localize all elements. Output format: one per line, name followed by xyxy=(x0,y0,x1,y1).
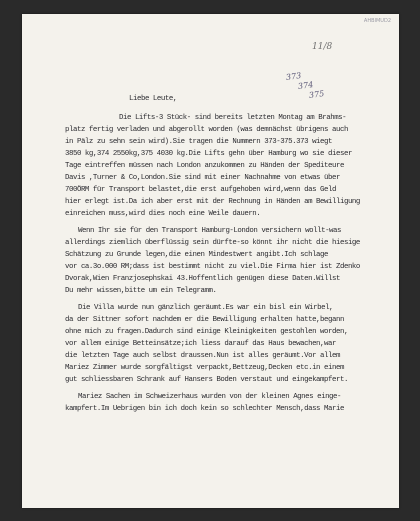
text-line: 700ÖRM für Transport belastet,die erst aufgehoben wird,wenn das Geld xyxy=(65,186,336,194)
text-line: Davis ,Turner & Co,London.Sie sind mit einer Nachnahme von etwas über xyxy=(65,174,340,182)
folio-number: 11/8 xyxy=(312,42,333,52)
text-line: Du mehr wissen,bitte um ein Telegramm. xyxy=(65,287,217,295)
letter-body xyxy=(22,14,399,508)
text-line: ohne mich zu fragen.Dadurch sind einige Kleinigkeiten gestohlen worden, xyxy=(65,328,348,336)
text-line: Schätzung zu Grunde legen,die einen Mindestwert angibt.Ich schlage xyxy=(65,251,329,259)
greeting: Liebe Leute, xyxy=(129,95,177,103)
text-line: Mariez Zimmer wurde sorgfältigst verpackt,Bettzeug,Decken etc.in einem xyxy=(65,364,344,372)
archive-pencil-mark: AHBIMUD2 xyxy=(363,18,391,24)
text-line: Die Villa wurde nun gänzlich geräumt.Es war ein bisl ein Wirbel, xyxy=(78,304,334,312)
text-line: Die Lifts-3 Stück- sind bereits letzten Montag am Brahms- xyxy=(119,114,347,122)
text-line: hier erlegt ist.Da ich aber erst mit der Rechnung in Händen am Bewilligung xyxy=(65,198,360,206)
handwritten-number-373: 373 xyxy=(285,70,302,83)
text-line: die letzten Tage auch selbst draussen.Nun ist alles geräumt.Vor allem xyxy=(65,352,340,360)
handwritten-number-375: 375 xyxy=(308,88,325,101)
text-line: kampfert.Im Uebrigen bin ich doch kein so schlechter Mensch,dass Marie xyxy=(65,405,344,413)
text-line: Wenn Ihr sie für den Transport Hamburg-London versichern wollt-was xyxy=(78,227,342,235)
text-line: vor allem einige Betteinsätze;ich liess darauf das Haus bewachen,war xyxy=(65,340,336,348)
text-line: Tage eintreffen müssen nach London anzukommen zu Händen der Spediteure xyxy=(65,162,344,170)
text-line: in Pälz zu sehn sein wird).Sie tragen die Nummern 373-375.373 wiegt xyxy=(65,138,333,146)
text-line: 3850 kg,374 2550kg,375 4030 kg.Die Lifts gehn über Hamburg wo sie dieser xyxy=(65,150,352,158)
text-line: vor ca.3o.000 RM;dass ist bestimmt nicht zu viel.Die Firma hier ist Zdenko xyxy=(65,263,360,271)
text-line: Dvorak,Wien Franzjosephskai 43.Hoffentlich genügen diese Daten.Willst xyxy=(65,275,340,283)
text-line: einreichen muss,wird dies noch eine Weile dauern. xyxy=(65,210,261,218)
text-line: platz fertig verladen und abgerollt worden (was demnächst übrigens auch xyxy=(65,126,348,134)
handwritten-number-374: 374 xyxy=(297,79,314,92)
text-line: gut schliessbaren Schrank auf Hansers Boden verstaut und eingekampfert. xyxy=(65,376,348,384)
text-line: allerdings ziemlich überflüssig sein dürfte-so könnt ihr nicht die hiesige xyxy=(65,239,360,247)
text-line: da der Sittner sofort nachdem er die Bewilligung erhalten hatte,begann xyxy=(65,316,344,324)
text-line: Mariez Sachen im Schweizerhaus wurden von der kleinen Agnes einge- xyxy=(78,393,342,401)
letter-page xyxy=(22,14,399,508)
